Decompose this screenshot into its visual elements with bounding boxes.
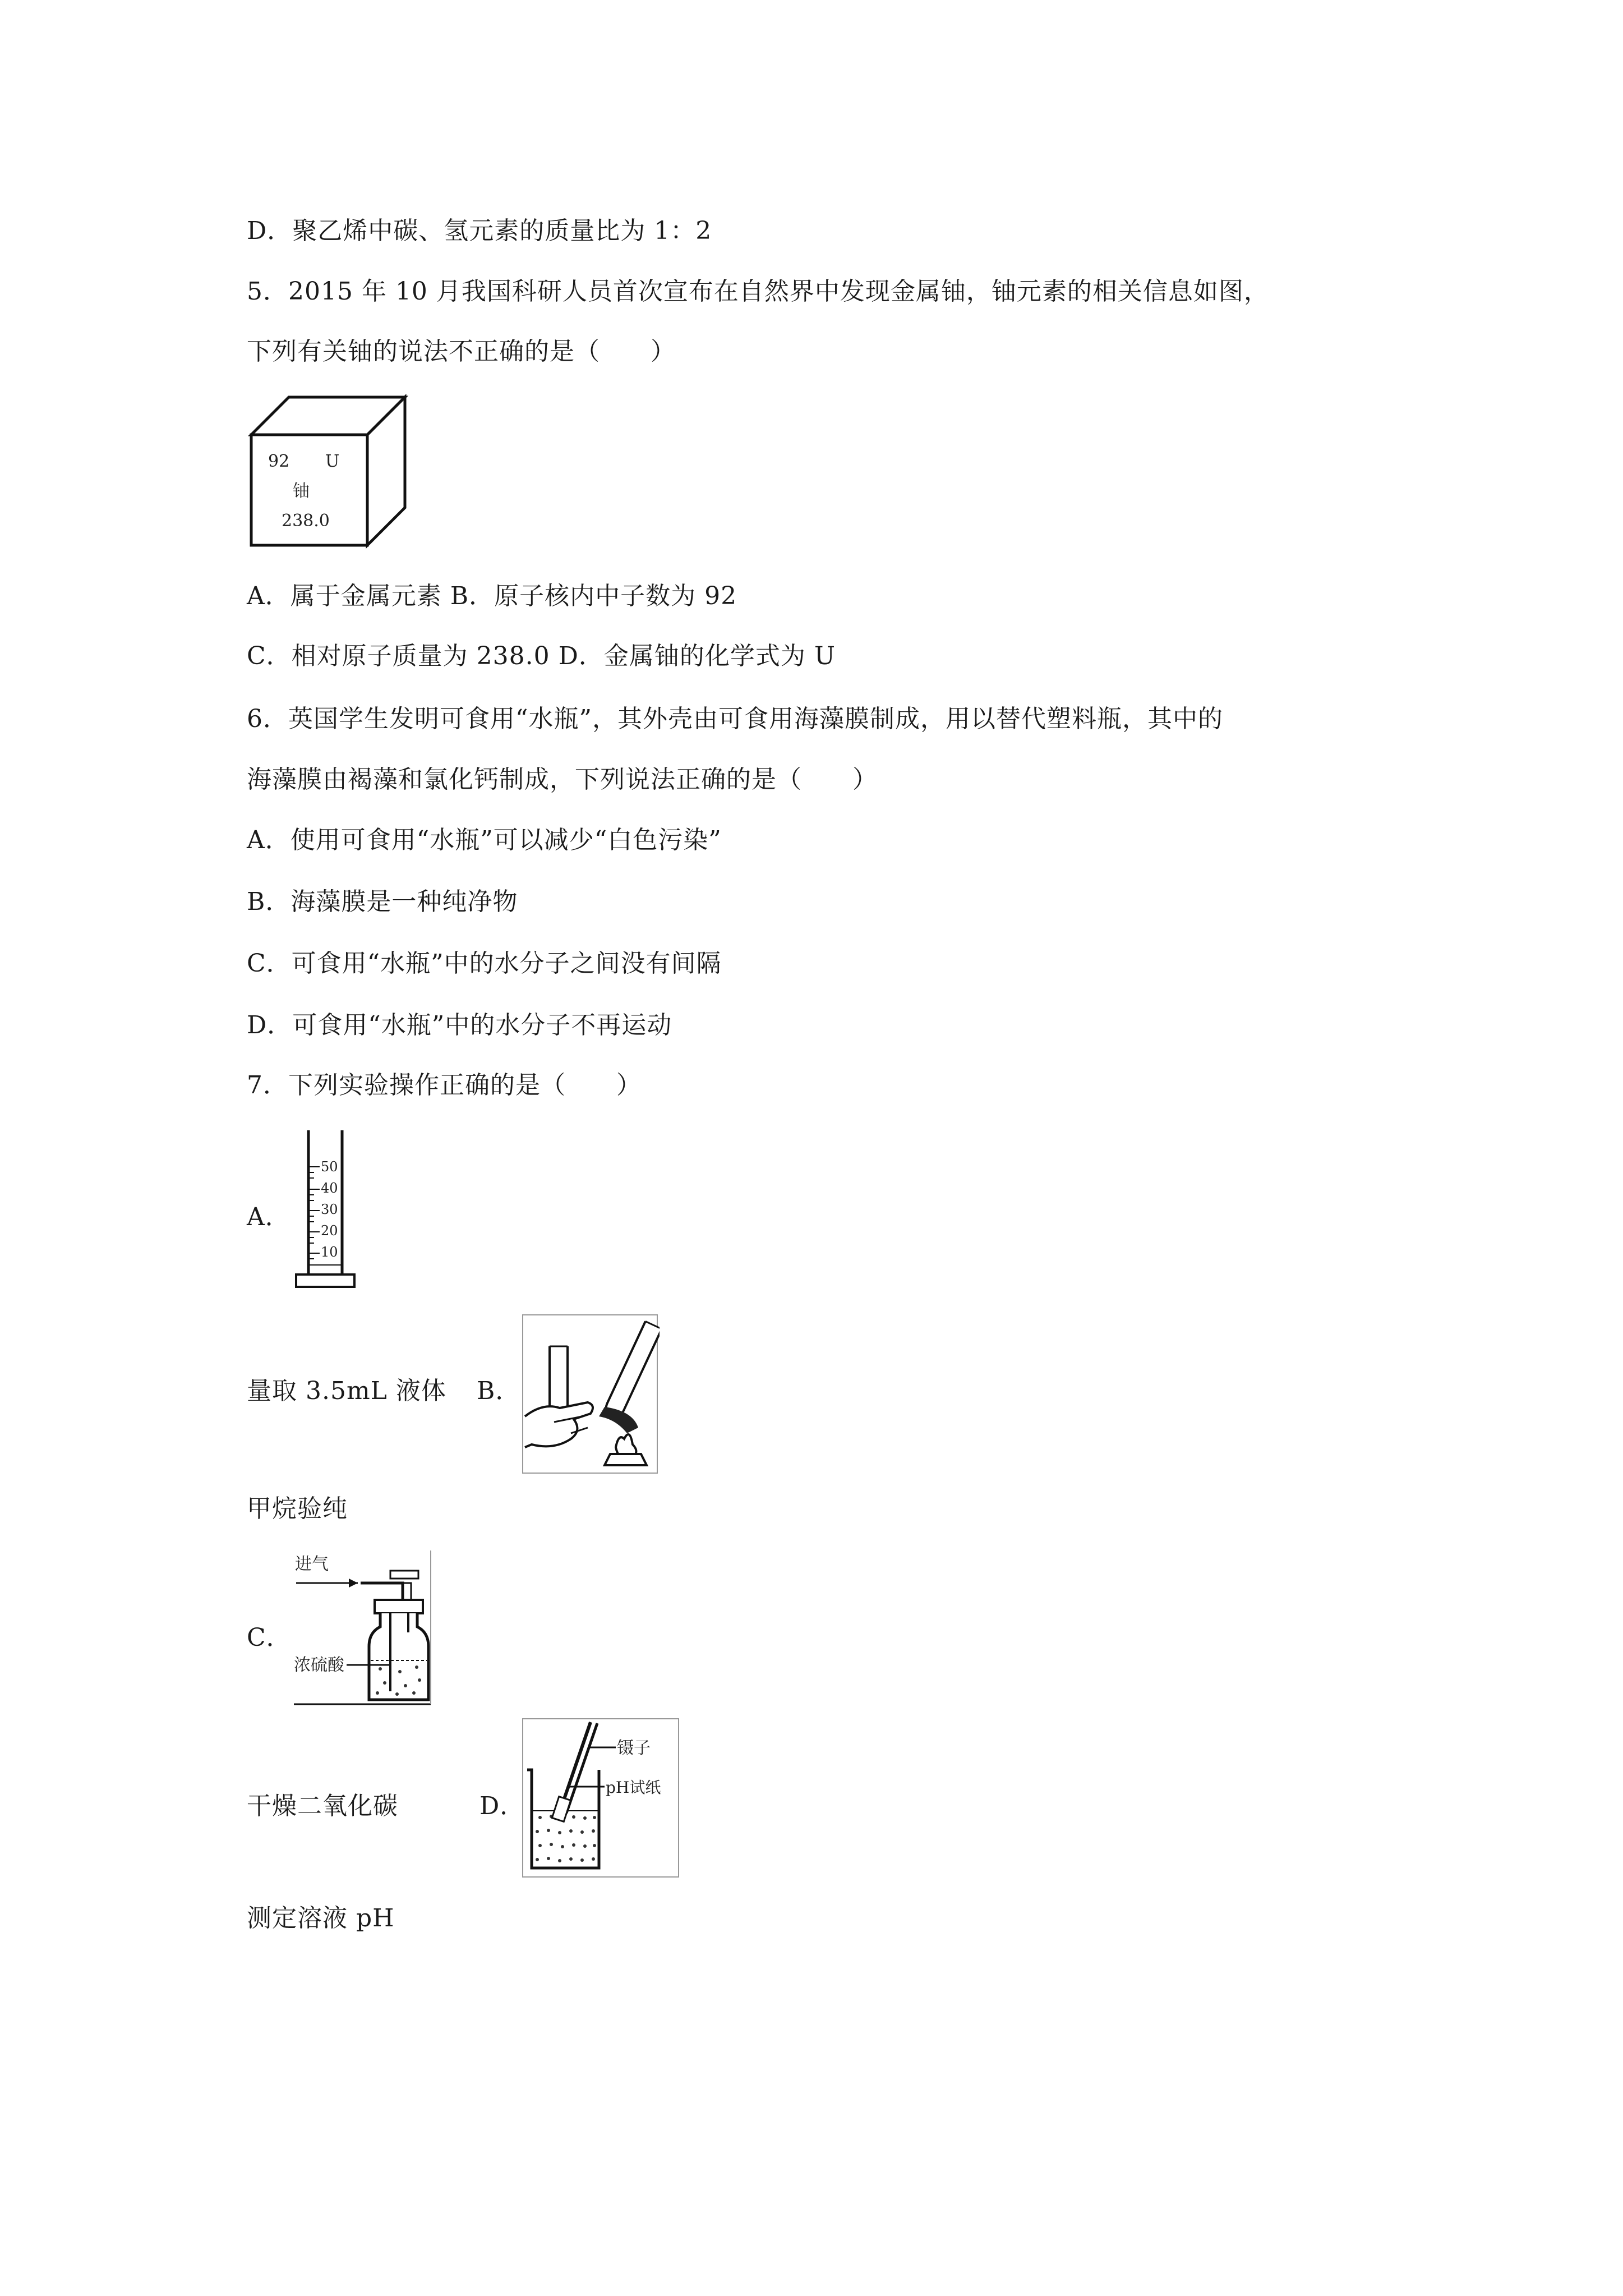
q7-d-label: D．	[479, 1792, 525, 1820]
graduated-cylinder-figure	[292, 1128, 356, 1290]
tweezers-label: 镊子	[617, 1738, 651, 1758]
acid-label: 浓硫酸	[294, 1655, 344, 1675]
atomic-mass: 238.0	[282, 511, 330, 531]
q6-option-b: B．海藻膜是一种纯净物	[247, 887, 518, 916]
q6-option-c: C．可食用“水瓶”中的水分子之间没有间隔	[247, 949, 722, 978]
q7-c-caption: 干燥二氧化碳	[247, 1792, 398, 1820]
ph-paper-label: pH试纸	[606, 1778, 661, 1797]
q6-option-d: D．可食用“水瓶”中的水分子不再运动	[247, 1011, 672, 1039]
q7-b-caption: 甲烷验纯	[247, 1494, 348, 1523]
q5-options-ab: A．属于金属元素 B．原子核内中子数为 92	[247, 582, 737, 610]
q7-c-label: C．	[247, 1623, 292, 1652]
q5-stem-line2: 下列有关铀的说法不正确的是（ ）	[247, 337, 676, 366]
cylinder-tick-20: 20	[321, 1223, 338, 1239]
q7-a-label: A．	[247, 1203, 291, 1231]
element-symbol: U	[325, 452, 340, 471]
inlet-label: 进气	[295, 1554, 329, 1574]
q5-options-cd: C．相对原子质量为 238.0 D．金属铀的化学式为 U	[247, 642, 836, 670]
ph-test-figure	[520, 1717, 680, 1879]
q4-option-d: D．聚乙烯中碳、氢元素的质量比为 1：2	[247, 217, 712, 245]
q7-a-caption: 量取 3.5mL 液体	[247, 1377, 446, 1405]
element-name: 铀	[293, 481, 310, 501]
q5-stem-line1: 5．2015 年 10 月我国科研人员首次宣布在自然界中发现金属铀，铀元素的相关信息如图，	[247, 277, 1269, 306]
q6-stem-line2: 海藻膜由褐藻和氯化钙制成，下列说法正确的是（ ）	[247, 765, 878, 794]
cylinder-tick-30: 30	[321, 1202, 338, 1217]
q7-d-caption: 测定溶液 pH	[247, 1904, 395, 1932]
cylinder-tick-40: 40	[321, 1180, 338, 1196]
methane-purity-test-figure	[520, 1313, 660, 1475]
gas-drying-bottle-figure	[291, 1548, 434, 1708]
cylinder-tick-50: 50	[321, 1159, 338, 1175]
q6-option-a: A．使用可食用“水瓶”可以减少“白色污染”	[247, 826, 722, 854]
uranium-element-card	[247, 393, 409, 550]
q6-stem-line1: 6．英国学生发明可食用“水瓶”，其外壳由可食用海藻膜制成，用以替代塑料瓶，其中的	[247, 705, 1223, 733]
cylinder-tick-10: 10	[321, 1244, 338, 1260]
atomic-number: 92	[268, 452, 290, 471]
q7-b-label: B．	[477, 1377, 521, 1405]
q7-stem: 7．下列实验操作正确的是（ ）	[247, 1071, 642, 1099]
